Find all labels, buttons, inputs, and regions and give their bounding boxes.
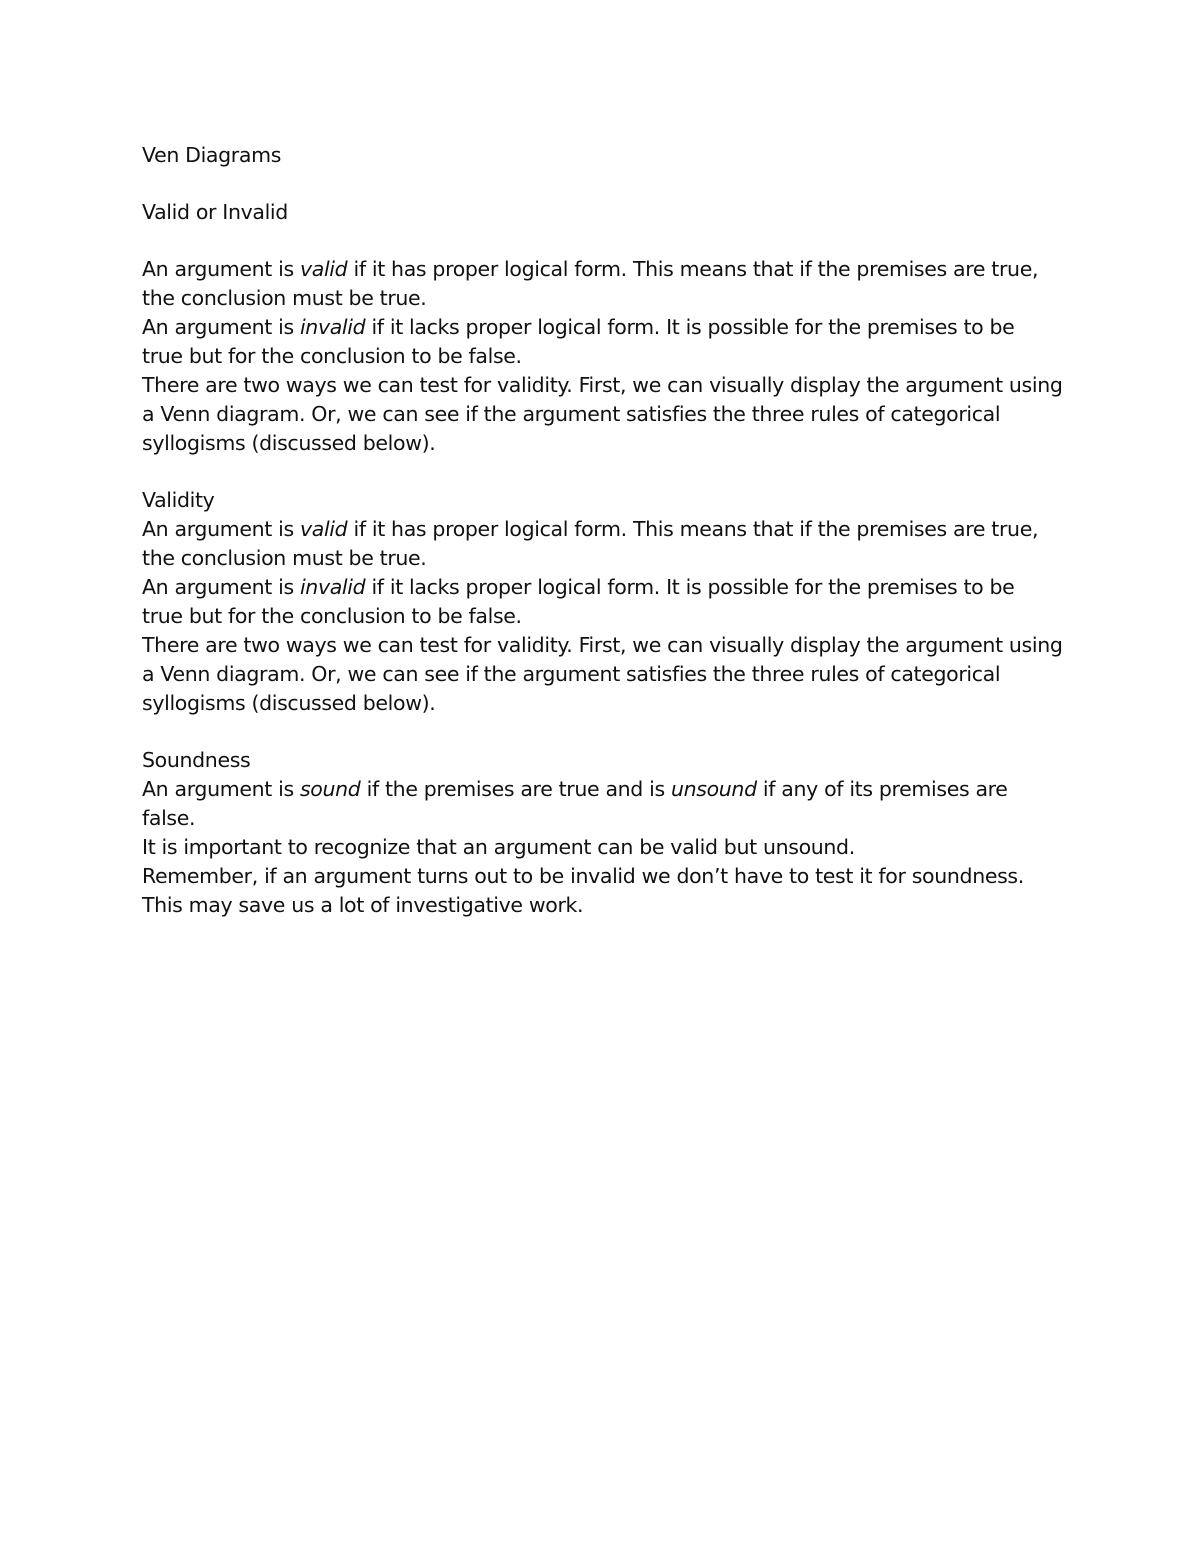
paragraph-line: a Venn diagram. Or, we can see if the argument satisfies the three rules of categorical [142, 662, 1001, 686]
text-run: An argument is [142, 257, 300, 281]
emphasis-valid: valid [299, 517, 348, 541]
text-run: An argument is [142, 777, 300, 801]
text-run: An argument is [142, 575, 300, 599]
text-run: An argument is [142, 315, 300, 339]
text-run: if any of its premises are [756, 777, 1008, 801]
text-run: if the premises are true and is [360, 777, 671, 801]
section-heading-soundness: Soundness [142, 748, 251, 772]
paragraph-line [142, 255, 1072, 284]
paragraph-line: Remember, if an argument turns out to be invalid we don’t have to test it for soundness. [142, 864, 1024, 888]
document-title: Ven Diagrams [142, 143, 282, 167]
paragraph-line: There are two ways we can test for validity. First, we can visually display the argument using [142, 633, 1063, 657]
text-run: if it lacks proper logical form. It is possible for the premises to be [365, 575, 1015, 599]
paragraph-line: false. [142, 806, 196, 830]
text-run: if it lacks proper logical form. It is possible for the premises to be [365, 315, 1015, 339]
paragraph-line [142, 775, 1072, 804]
emphasis-invalid: invalid [299, 315, 366, 339]
paragraph-line: a Venn diagram. Or, we can see if the argument satisfies the three rules of categorical [142, 402, 1001, 426]
spacer [142, 227, 1072, 255]
paragraph-line: There are two ways we can test for validity. First, we can visually display the argument using [142, 373, 1063, 397]
emphasis-sound: sound [299, 777, 361, 801]
paragraph-line: It is important to recognize that an argument can be valid but unsound. [142, 835, 855, 859]
document-page [142, 141, 1072, 920]
text-run: if it has proper logical form. This means that if the premises are true, [347, 517, 1039, 541]
paragraph-line: syllogisms (discussed below). [142, 691, 436, 715]
paragraph-line [142, 313, 1072, 342]
paragraph-line: true but for the conclusion to be false. [142, 344, 522, 368]
spacer [142, 170, 1072, 198]
text-run: if it has proper logical form. This means that if the premises are true, [347, 257, 1039, 281]
text-run: An argument is [142, 517, 300, 541]
section-heading-validity: Validity [142, 488, 215, 512]
spacer [142, 718, 1072, 746]
section-heading-valid-or-invalid: Valid or Invalid [142, 200, 288, 224]
paragraph-line: true but for the conclusion to be false. [142, 604, 522, 628]
paragraph-line: the conclusion must be true. [142, 546, 427, 570]
emphasis-valid: valid [299, 257, 348, 281]
paragraph-line: the conclusion must be true. [142, 286, 427, 310]
paragraph-line: syllogisms (discussed below). [142, 431, 436, 455]
paragraph-line [142, 515, 1072, 544]
emphasis-invalid: invalid [299, 575, 366, 599]
paragraph-line [142, 573, 1072, 602]
spacer [142, 458, 1072, 486]
paragraph-line: This may save us a lot of investigative work. [142, 893, 584, 917]
emphasis-unsound: unsound [670, 777, 757, 801]
